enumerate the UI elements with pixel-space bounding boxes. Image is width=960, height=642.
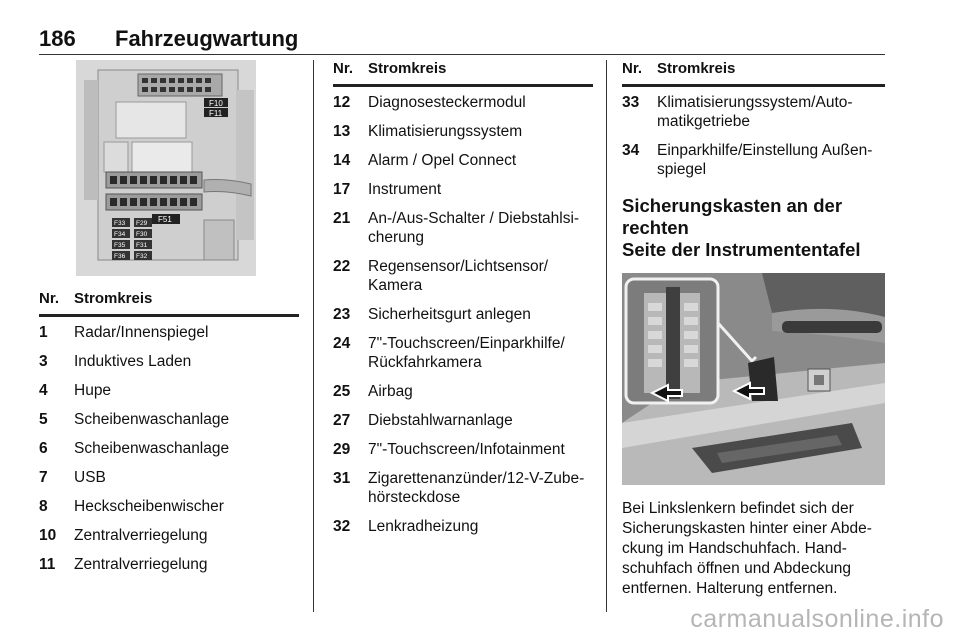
header-nr: Nr. [622,60,643,77]
table-row [622,87,885,135]
circuit-name: Diebstahlwarnanlage [368,412,513,429]
table-row [333,87,593,116]
fuse-number: 11 [39,556,56,573]
circuit-name: 7"-Touchscreen/Einparkhilfe/ Rückfahrkamera [368,335,565,371]
column-divider [313,60,314,612]
footer-watermark-url: carmanualsonline.info [690,605,944,633]
circuit-name: USB [74,469,106,486]
table-row [333,376,593,405]
table-row [333,299,593,328]
circuit-name: Scheibenwaschanlage [74,411,230,428]
fuse-number: 14 [333,152,351,169]
label-f10: F10 [209,99,223,108]
circuit-name: Regensensor/Lichtsensor/ Kamera [368,258,549,294]
fuse-number: 1 [39,324,48,341]
fuse-number: 17 [333,181,351,198]
fuse-table-1 [39,290,299,578]
page-number: 186 [39,26,76,51]
section-heading: Sicherungskasten an der rechten Seite der Instrumententafel [622,195,861,260]
table-row [333,203,593,251]
fuse-number: 3 [39,353,48,370]
table-header [333,60,593,87]
label-r1: F29 [136,220,148,227]
table-row [39,375,299,404]
fuse-number: 25 [333,383,351,400]
page-header [39,18,885,55]
circuit-name: Lenkradheizung [368,518,479,535]
table-row [333,434,593,463]
glovebox-photo [622,273,885,485]
header-circuit: Stromkreis [657,60,736,77]
fuse-number: 24 [333,335,351,352]
circuit-name: Airbag [368,383,413,400]
fuse-number: 34 [622,142,640,159]
fuse-number: 31 [333,470,351,487]
table-header [622,60,885,87]
circuit-name: Klimatisierungssystem/Auto- matikgetriebe [657,94,853,130]
fuse-number: 13 [333,123,351,140]
table-row [39,433,299,462]
circuit-name: Zigarettenanzünder/12-V-Zube- hörsteckdose [368,470,585,506]
circuit-name: Hupe [74,382,112,399]
label-r2: F30 [136,231,148,238]
fuse-number: 12 [333,94,351,111]
fuse-number: 23 [333,306,351,323]
table-row [39,346,299,375]
table-row [333,116,593,145]
label-l3: F35 [114,242,126,249]
circuit-name: Sicherheitsgurt anlegen [368,306,531,323]
fuse-number: 10 [39,527,57,544]
label-l4: F36 [114,253,126,260]
circuit-name: Heckscheibenwischer [74,498,224,515]
label-r3: F31 [136,242,148,249]
column-3 [622,60,885,599]
label-f11: F11 [209,109,223,118]
fuse-table-2 [333,60,593,540]
circuit-name: Zentralverriegelung [74,527,208,544]
column-1 [39,60,299,578]
table-row [333,328,593,376]
table-row [622,135,885,183]
circuit-name: Scheibenwaschanlage [74,440,230,457]
column-divider [606,60,607,612]
circuit-name: Induktives Laden [74,353,192,370]
fuse-number: 7 [39,469,48,486]
circuit-name: Radar/Innenspiegel [74,324,209,341]
table-row [333,251,593,299]
circuit-name: Zentralverriegelung [74,556,208,573]
circuit-name: Diagnosesteckermodul [368,94,526,111]
fuse-number: 33 [622,94,640,111]
fuse-number: 5 [39,411,48,428]
table-header [39,290,299,317]
table-row [333,174,593,203]
label-f51: F51 [158,215,172,224]
table-row [39,520,299,549]
column-2 [333,60,593,540]
table-row [39,491,299,520]
page-title: Fahrzeugwartung [115,26,299,51]
body-paragraph: Bei Linkslenkern befindet sich der Sicherungskasten hinter einer Abde- ckung im Handschuhfach. Hand- schuhfach öffnen und Abdeckung entfernen. Halterung entfernen. [622,500,872,597]
fuse-number: 4 [39,382,48,399]
table-row [333,463,593,511]
table-row [39,317,299,346]
label-l1: F33 [114,220,126,227]
fuse-number: 8 [39,498,48,515]
fuse-box-diagram [76,60,256,276]
header-circuit: Stromkreis [368,60,447,77]
label-l2: F34 [114,231,126,238]
header-nr: Nr. [39,290,60,307]
table-row [333,145,593,174]
circuit-name: Einparkhilfe/Einstellung Außen- spiegel [657,142,873,178]
circuit-name: An-/Aus-Schalter / Diebstahlsi- cherung [368,210,580,246]
circuit-name: Instrument [368,181,442,198]
table-row [333,405,593,434]
circuit-name: Alarm / Opel Connect [368,152,517,169]
fuse-number: 27 [333,412,351,429]
fuse-table-3 [622,60,885,183]
fuse-number: 22 [333,258,351,275]
circuit-name: Klimatisierungssystem [368,123,523,140]
table-row [333,511,593,540]
header-nr: Nr. [333,60,354,77]
fuse-number: 21 [333,210,351,227]
fuse-number: 32 [333,518,351,535]
table-row [39,462,299,491]
circuit-name: 7"-Touchscreen/Infotainment [368,441,565,458]
header-circuit: Stromkreis [74,290,153,307]
fuse-number: 29 [333,441,351,458]
label-r4: F32 [136,253,148,260]
table-row [39,549,299,578]
fuse-number: 6 [39,440,48,457]
table-row [39,404,299,433]
